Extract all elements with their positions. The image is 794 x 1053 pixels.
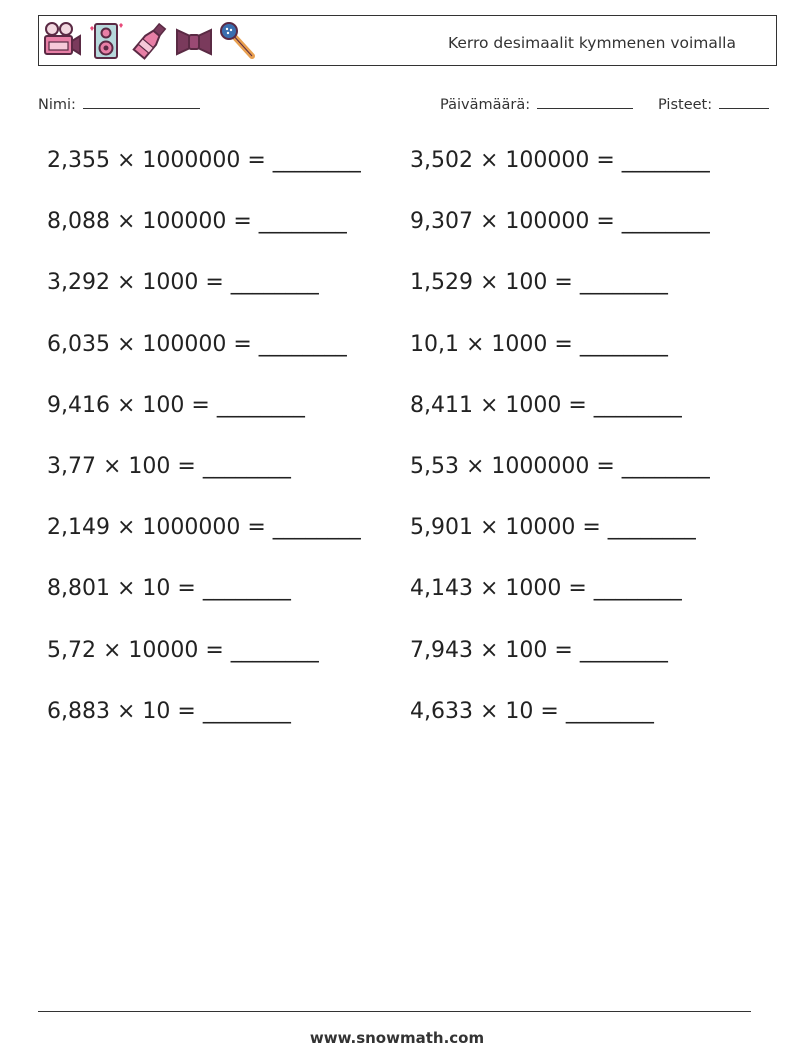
bow-tie-icon xyxy=(174,20,214,62)
problem-right-8: 4,143 × 1000 = ________ xyxy=(410,576,682,602)
problem-left-10: 6,883 × 10 = ________ xyxy=(47,698,291,724)
worksheet-title: Kerro desimaalit kymmenen voimalla xyxy=(447,34,736,52)
film-camera-icon xyxy=(42,20,82,62)
score-label: Pisteet: xyxy=(658,97,713,113)
problem-left-3: 3,292 × 1000 = ________ xyxy=(47,270,319,296)
microphone-icon xyxy=(218,20,258,62)
problem-right-9: 7,943 × 100 = ________ xyxy=(410,637,668,663)
problem-right-7: 5,901 × 10000 = ________ xyxy=(410,515,696,541)
problem-left-6: 3,77 × 100 = ________ xyxy=(47,454,291,479)
champagne-bottle-icon xyxy=(130,20,170,62)
worksheet-header xyxy=(38,15,777,66)
problem-right-3: 1,529 × 100 = ________ xyxy=(410,270,668,296)
footer-url: www.snowmath.com xyxy=(309,1029,485,1047)
problem-right-2: 9,307 × 100000 = ________ xyxy=(410,209,710,235)
name-blank[interactable] xyxy=(83,94,200,109)
problem-left-9: 5,72 × 10000 = ________ xyxy=(47,637,319,663)
problem-right-4: 10,1 × 1000 = ________ xyxy=(410,331,668,357)
speaker-icon xyxy=(86,20,126,62)
problem-left-1: 2,355 × 1000000 = ________ xyxy=(47,148,361,173)
problem-left-7: 2,149 × 1000000 = ________ xyxy=(47,515,361,541)
score-field[interactable] xyxy=(658,94,769,113)
name-field[interactable] xyxy=(38,94,200,113)
problem-right-5: 8,411 × 1000 = ________ xyxy=(410,392,682,418)
problem-right-1: 3,502 × 100000 = ________ xyxy=(410,148,710,173)
date-field[interactable] xyxy=(440,94,633,113)
problem-left-8: 8,801 × 10 = ________ xyxy=(47,576,291,602)
problem-left-4: 6,035 × 100000 = ________ xyxy=(47,331,347,357)
problem-left-2: 8,088 × 100000 = ________ xyxy=(47,209,347,235)
footer-divider xyxy=(38,1011,751,1012)
problem-right-6: 5,53 × 1000000 = ________ xyxy=(410,454,710,479)
score-blank[interactable] xyxy=(719,94,769,109)
header-icons xyxy=(42,20,258,64)
name-label: Nimi: xyxy=(38,97,76,113)
problem-right-10: 4,633 × 10 = ________ xyxy=(410,698,654,724)
date-blank[interactable] xyxy=(537,94,633,109)
problem-left-5: 9,416 × 100 = ________ xyxy=(47,392,305,418)
date-label: Päivämäärä: xyxy=(440,97,531,113)
